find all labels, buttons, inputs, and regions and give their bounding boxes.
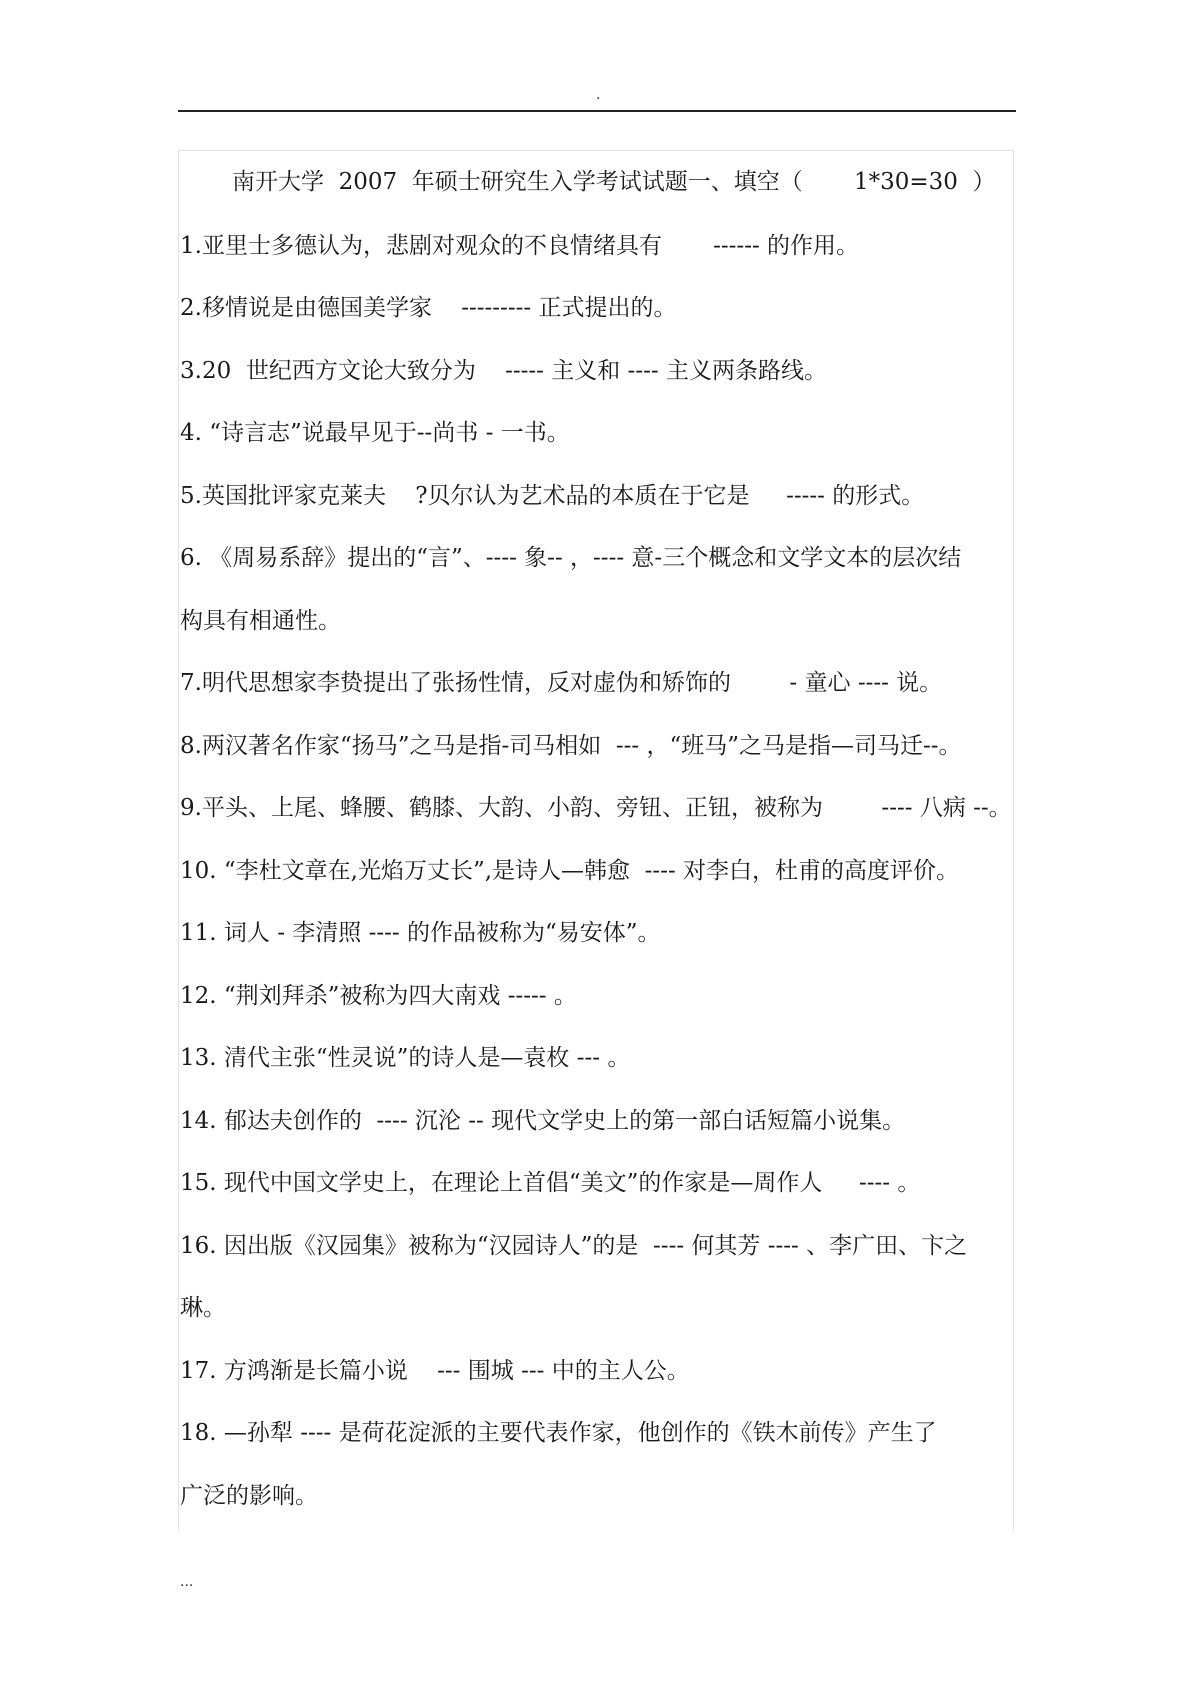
question-6-cont: 构具有相通性。 — [180, 608, 341, 634]
question-5: 5.英国批评家克莱夫 ?贝尔认为艺术品的本质在于它是 ----- 的形式。 — [180, 483, 925, 509]
question-9: 9.平头、上尾、蜂腰、鹤膝、大韵、小韵、旁钮、正钮，被称为 ---- 八病 --。 — [180, 795, 1012, 821]
question-2: 2.移情说是由德国美学家 --------- 正式提出的。 — [180, 295, 677, 321]
header-rule — [178, 110, 1016, 112]
question-1: 1.亚里士多德认为，悲剧对观众的不良情绪具有 ------ 的作用。 — [180, 233, 860, 259]
question-10: 10. “李杜文章在,光焰万丈长”,是诗人—韩愈 ---- 对李白，杜甫的高度评价。 — [180, 858, 960, 884]
footer-dots: ... — [180, 1574, 194, 1590]
question-8: 8.两汉著名作家“扬马”之马是指-司马相如 --- ，“班马”之马是指—司马迁--。 — [180, 733, 962, 759]
question-18-cont: 广泛的影响。 — [180, 1483, 318, 1509]
question-18: 18. —孙犁 ---- 是荷花淀派的主要代表作家，他创作的《铁木前传》产生了 — [180, 1420, 937, 1446]
question-16-cont: 琳。 — [180, 1295, 226, 1321]
question-17: 17. 方鸿渐是长篇小说 --- 围城 --- 中的主人公。 — [180, 1358, 690, 1384]
question-13: 13. 清代主张“性灵说”的诗人是—袁枚 --- 。 — [180, 1045, 631, 1071]
question-3: 3.20 世纪西方文论大致分为 ----- 主义和 ---- 主义两条路线。 — [180, 358, 827, 384]
header-dot: . — [596, 87, 601, 103]
question-15: 15. 现代中国文学史上，在理论上首倡“美文”的作家是—周作人 ---- 。 — [180, 1170, 921, 1196]
question-14: 14. 郁达夫创作的 ---- 沉沦 -- 现代文学史上的第一部白话短篇小说集。 — [180, 1108, 906, 1134]
question-6: 6. 《周易系辞》提出的“言”、---- 象-- ，---- 意-三个概念和文学文本的层次结 — [180, 545, 962, 571]
question-12: 12. “荆刘拜杀”被称为四大南戏 ----- 。 — [180, 983, 577, 1009]
question-7: 7.明代思想家李贽提出了张扬性情，反对虚伪和矫饰的 - 童心 ---- 说。 — [180, 670, 943, 696]
question-4: 4. “诗言志”说最早见于--尚书 - 一书。 — [180, 420, 570, 446]
question-11: 11. 词人 - 李清照 ---- 的作品被称为“易安体”。 — [180, 920, 661, 946]
question-16: 16. 因出版《汉园集》被称为“汉园诗人”的是 ---- 何其芳 ---- 、李广田、卞之 — [180, 1233, 968, 1259]
exam-title: 南开大学 2007 年硕士研究生入学考试试题一、填空（ 1*30=30 ） — [232, 169, 996, 195]
